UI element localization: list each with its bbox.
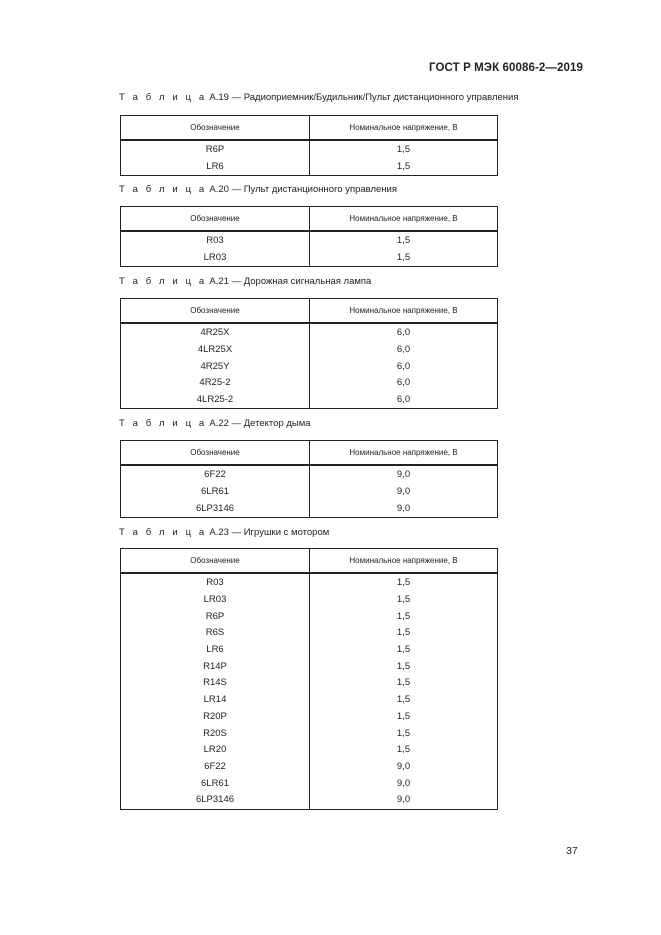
table-header-row [121, 441, 498, 466]
cell-voltage: 6,0 [310, 342, 498, 359]
table-caption [119, 418, 311, 429]
cell-voltage: 9,0 [310, 775, 498, 792]
page-number: 37 [566, 845, 578, 857]
table-row [121, 573, 498, 592]
table-row [121, 608, 498, 625]
column-header-voltage: Номинальное напряжение, В [310, 299, 498, 324]
cell-voltage: 6,0 [310, 358, 498, 375]
cell-designation: LR03 [121, 592, 310, 609]
column-header-voltage: Номинальное напряжение, В [310, 441, 498, 466]
table-header-row [121, 207, 498, 232]
table-caption-title: — Игрушки с мотором [231, 527, 330, 538]
table-row [121, 709, 498, 726]
voltage-table [120, 115, 498, 176]
cell-designation: R20S [121, 725, 310, 742]
table-row [121, 140, 498, 159]
table-row [121, 625, 498, 642]
cell-designation: R6P [121, 608, 310, 625]
cell-voltage: 1,5 [310, 725, 498, 742]
cell-designation: LR20 [121, 742, 310, 759]
table-row [121, 392, 498, 409]
voltage-table [120, 298, 498, 409]
cell-designation: 4R25X [121, 323, 310, 342]
table-caption-title: — Детектор дыма [231, 418, 311, 429]
cell-voltage: 1,5 [310, 159, 498, 176]
table-caption [119, 184, 397, 195]
cell-voltage: 6,0 [310, 323, 498, 342]
column-header-designation: Обозначение [121, 207, 310, 232]
table-caption-title: — Радиоприемник/Будильник/Пульт дистанционного управления [231, 92, 519, 103]
cell-voltage: 9,0 [310, 759, 498, 776]
cell-designation: 4R25Y [121, 358, 310, 375]
table-row [121, 375, 498, 392]
cell-designation: R6S [121, 625, 310, 642]
cell-voltage: 1,5 [310, 675, 498, 692]
cell-designation: 6LP3146 [121, 500, 310, 517]
table-caption-label: Т а б л и ц а [119, 527, 207, 538]
cell-voltage: 1,5 [310, 692, 498, 709]
cell-designation: R14S [121, 675, 310, 692]
table-row [121, 358, 498, 375]
table-row [121, 725, 498, 742]
table-header-row [121, 549, 498, 574]
voltage-table [120, 548, 498, 810]
table-row [121, 342, 498, 359]
table-row [121, 642, 498, 659]
table-caption-label: Т а б л и ц а [119, 418, 207, 429]
column-header-designation: Обозначение [121, 549, 310, 574]
table-caption [119, 527, 329, 538]
table-header-row [121, 299, 498, 324]
cell-designation: R03 [121, 231, 310, 250]
column-header-voltage: Номинальное напряжение, В [310, 549, 498, 574]
table-caption-number: А.22 [209, 418, 229, 429]
cell-voltage: 1,5 [310, 250, 498, 267]
cell-voltage: 9,0 [310, 500, 498, 517]
column-header-designation: Обозначение [121, 441, 310, 466]
cell-designation: 4LR25-2 [121, 392, 310, 409]
cell-designation: 6LR61 [121, 484, 310, 501]
table-caption-label: Т а б л и ц а [119, 276, 207, 287]
cell-voltage: 9,0 [310, 484, 498, 501]
cell-designation: R03 [121, 573, 310, 592]
table-row [121, 792, 498, 809]
table-row [121, 465, 498, 484]
table-caption-number: А.23 [209, 527, 229, 538]
column-header-voltage: Номинальное напряжение, В [310, 207, 498, 232]
column-header-designation: Обозначение [121, 299, 310, 324]
table-row [121, 658, 498, 675]
voltage-table [120, 440, 498, 518]
cell-designation: R14P [121, 658, 310, 675]
table-row [121, 323, 498, 342]
cell-voltage: 1,5 [310, 642, 498, 659]
cell-designation: 4R25-2 [121, 375, 310, 392]
cell-voltage: 9,0 [310, 465, 498, 484]
cell-voltage: 1,5 [310, 592, 498, 609]
table-caption-number: А.21 [209, 276, 229, 287]
cell-voltage: 1,5 [310, 573, 498, 592]
cell-designation: 4LR25X [121, 342, 310, 359]
cell-voltage: 1,5 [310, 140, 498, 159]
cell-designation: 6LR61 [121, 775, 310, 792]
table-row [121, 775, 498, 792]
cell-voltage: 1,5 [310, 231, 498, 250]
table-header-row [121, 116, 498, 141]
cell-voltage: 6,0 [310, 392, 498, 409]
table-caption-title: — Дорожная сигнальная лампа [231, 276, 372, 287]
table-row [121, 159, 498, 176]
table-row [121, 500, 498, 517]
cell-voltage: 1,5 [310, 742, 498, 759]
cell-designation: 6LP3146 [121, 792, 310, 809]
cell-voltage: 1,5 [310, 625, 498, 642]
table-row [121, 250, 498, 267]
table-caption-number: А.19 [209, 92, 229, 103]
cell-voltage: 9,0 [310, 792, 498, 809]
cell-designation: LR14 [121, 692, 310, 709]
table-row [121, 675, 498, 692]
table-caption-label: Т а б л и ц а [119, 92, 207, 103]
table-row [121, 742, 498, 759]
column-header-designation: Обозначение [121, 116, 310, 141]
cell-voltage: 1,5 [310, 608, 498, 625]
voltage-table [120, 206, 498, 267]
table-row [121, 231, 498, 250]
table-row [121, 759, 498, 776]
column-header-voltage: Номинальное напряжение, В [310, 116, 498, 141]
table-row [121, 592, 498, 609]
table-caption-number: А.20 [209, 184, 229, 195]
cell-designation: LR6 [121, 642, 310, 659]
table-caption [119, 92, 519, 103]
cell-designation: R20P [121, 709, 310, 726]
cell-designation: 6F22 [121, 465, 310, 484]
cell-designation: LR03 [121, 250, 310, 267]
cell-designation: LR6 [121, 159, 310, 176]
cell-designation: 6F22 [121, 759, 310, 776]
table-row [121, 692, 498, 709]
table-row [121, 484, 498, 501]
cell-designation: R6P [121, 140, 310, 159]
table-caption-title: — Пульт дистанционного управления [231, 184, 398, 195]
cell-voltage: 1,5 [310, 658, 498, 675]
standard-header: ГОСТ Р МЭК 60086-2—2019 [429, 62, 583, 74]
cell-voltage: 1,5 [310, 709, 498, 726]
cell-voltage: 6,0 [310, 375, 498, 392]
table-caption-label: Т а б л и ц а [119, 184, 207, 195]
table-caption [119, 276, 371, 287]
